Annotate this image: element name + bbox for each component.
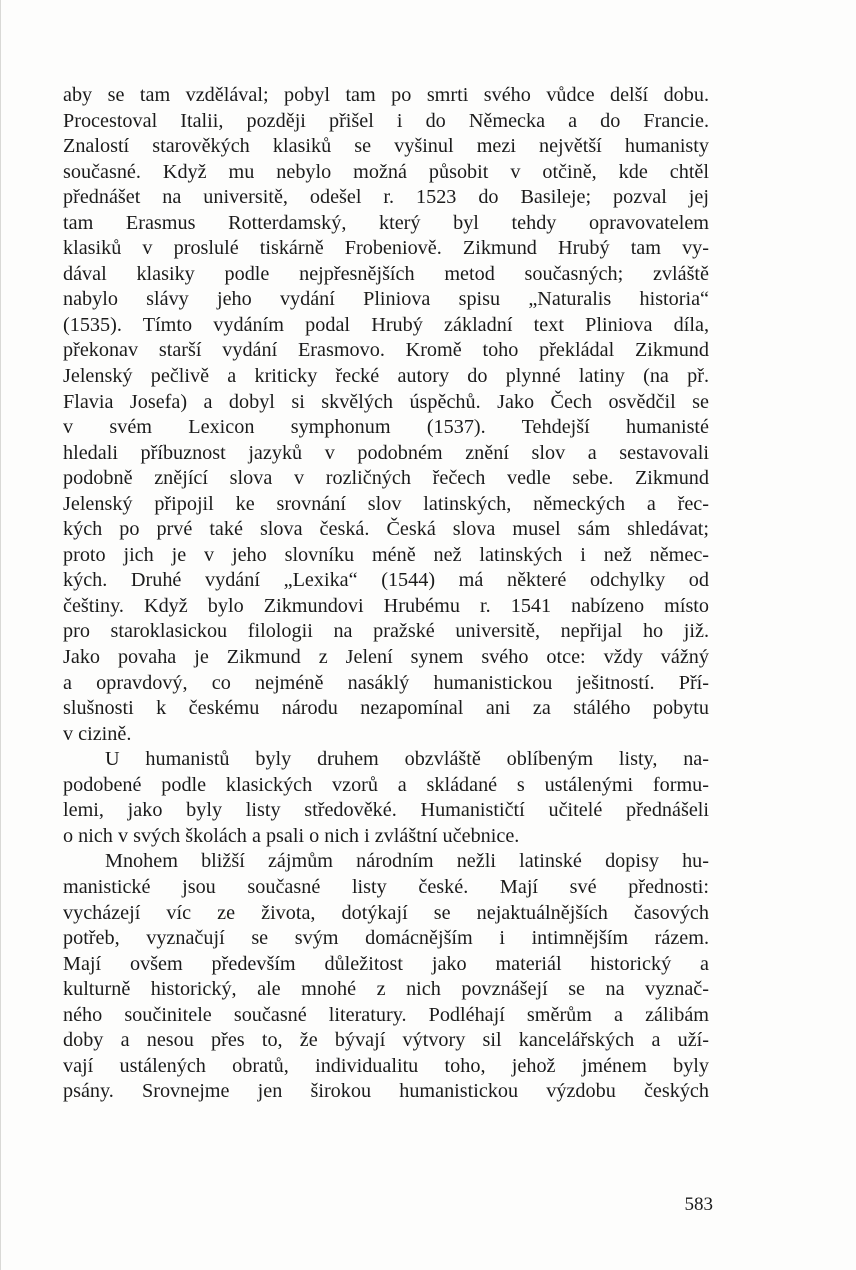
text-line: Jelenský pečlivě a kriticky řecké autory do plynné latiny (na př. <box>63 365 709 388</box>
text-line: vají ustálených obratů, individualitu toho, jehož jménem byly <box>63 1054 709 1077</box>
text-line: Jako povaha je Zikmund z Jelení synem svého otce: vždy vážný <box>63 646 709 669</box>
text-line: Flavia Josefa) a dobyl si skvělých úspěchů. Jako Čech osvědčil se <box>63 390 709 413</box>
text-line: klasiků v proslulé tiskárně Frobeniově. Zikmund Hrubý tam vy- <box>63 237 709 260</box>
text-line: pro staroklasickou filologii na pražské universitě, nepřijal ho již. <box>63 620 709 643</box>
text-line: kých po prvé také slova česká. Česká slova musel sám shledávat; <box>63 518 709 541</box>
text-line: (1535). Tímto vydáním podal Hrubý základní text Pliniova díla, <box>63 313 709 336</box>
text-line: podobené podle klasických vzorů a skládané s ustálenými formu- <box>63 773 709 796</box>
text-line: nabylo slávy jeho vydání Pliniova spisu „Naturalis historia“ <box>63 288 709 311</box>
text-line: Znalostí starověkých klasiků se vyšinul mezi největší humanisty <box>63 135 709 158</box>
text-line: češtiny. Když bylo Zikmundovi Hrubému r. 1541 nabízeno místo <box>63 594 709 617</box>
text-line: podobně znějící slova v rozličných řečech vedle sebe. Zikmund <box>63 467 709 490</box>
text-line: slušnosti k českému národu nezapomínal ani za stálého pobytu <box>63 697 709 720</box>
text-line: doby a nesou přes to, že bývají výtvory sil kancelářských a uží- <box>63 1029 709 1052</box>
text-line: v cizině. <box>63 722 132 745</box>
text-line: tam Erasmus Rotterdamský, který byl tehdy opravovatelem <box>63 211 709 234</box>
text-line: Mají ovšem především důležitost jako materiál historický a <box>63 952 709 975</box>
paragraph-3 <box>63 849 709 1104</box>
text-line: Mnohem bližší zájmům národním nežli latinské dopisy hu- <box>105 850 709 873</box>
text-line: Procestoval Italii, později přišel i do Německa a do Francie. <box>63 109 709 132</box>
text-line: ného součinitele současné literatury. Podléhají směrům a zálibám <box>63 1003 709 1026</box>
text-line: lemi, jako byly listy středověké. Humanističtí učitelé přednášeli <box>63 799 709 822</box>
text-line: Jelenský připojil ke srovnání slov latinských, německých a řec- <box>63 492 709 515</box>
text-line: U humanistů byly druhem obzvláště oblíbeným listy, na- <box>105 748 709 771</box>
text-line: dával klasiky podle nejpřesnějších metod současných; zvláště <box>63 262 709 285</box>
text-line: proto jich je v jeho slovníku méně než latinských i než němec- <box>63 543 709 566</box>
text-line: o nich v svých školách a psali o nich i zvláštní učebnice. <box>63 824 520 847</box>
text-line: překonav starší vydání Erasmovo. Kromě toho překládal Zikmund <box>63 339 709 362</box>
paragraph-2 <box>63 747 709 849</box>
text-line: kých. Druhé vydání „Lexika“ (1544) má některé odchylky od <box>63 569 709 592</box>
text-line: a opravdový, co nejméně nasáklý humanistickou ješitností. Pří- <box>63 671 709 694</box>
text-line: aby se tam vzdělával; pobyl tam po smrti svého vůdce delší dobu. <box>63 84 709 106</box>
text-line: potřeb, vyznačují se svým domácnějším i intimnějším rázem. <box>63 927 709 950</box>
text-line: současné. Když mu nebylo možná působit v otčině, kde chtěl <box>63 160 709 183</box>
text-line: vycházejí víc ze života, dotýkají se nejaktuálnějších časových <box>63 901 709 924</box>
text-line: kulturně historický, ale mnohé z nich povznášejí se na vyznač- <box>63 978 709 1001</box>
text-line: v svém Lexicon symphonum (1537). Tehdejší humanisté <box>63 416 709 439</box>
text-line: psány. Srovnejme jen širokou humanistickou výzdobu českých <box>63 1080 709 1103</box>
paragraph-1 <box>63 83 709 747</box>
body-text <box>63 83 709 1105</box>
page-number: 583 <box>684 1194 713 1215</box>
text-line: hledali příbuznost jazyků v podobném znění slov a sestavovali <box>63 441 709 464</box>
text-line: manistické jsou současné listy české. Mají své přednosti: <box>63 875 709 898</box>
text-line: přednášet na universitě, odešel r. 1523 do Basileje; pozval jej <box>63 186 709 209</box>
